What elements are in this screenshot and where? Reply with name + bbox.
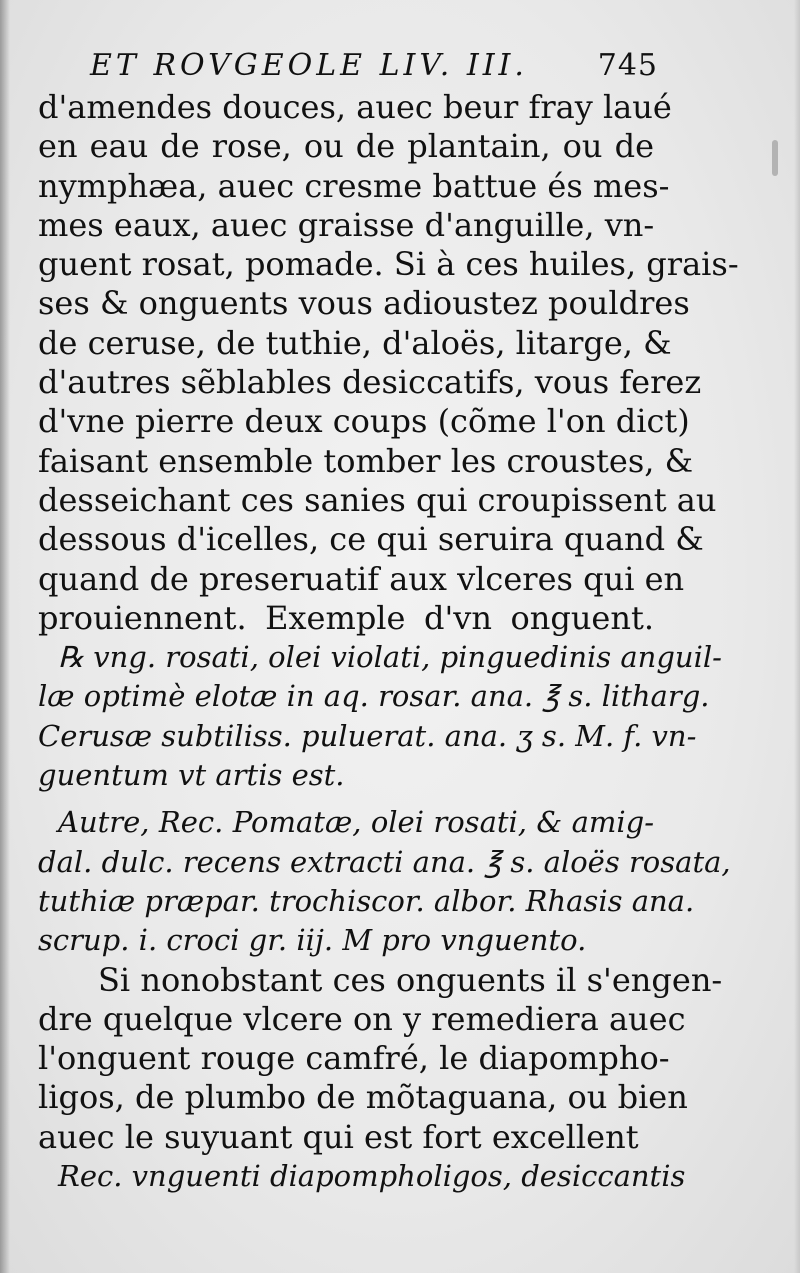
text-line: dessous d'icelles, ce qui seruira quand & <box>38 520 704 559</box>
text-line: d'vne pierre deux coups (cõme l'on dict) <box>38 402 690 441</box>
text-line: faisant ensemble tomber les croustes, & <box>38 441 694 480</box>
recipe-line: scrup. i. croci gr. iij. M pro vnguento. <box>38 923 587 958</box>
text-line: l'onguent rouge camfré, le diapompho- <box>38 1039 670 1078</box>
recipe-line: Rec. vnguenti diapompholigos, desiccantis <box>58 1159 686 1194</box>
text-line: dre quelque vlcere on y remediera auec <box>38 999 686 1038</box>
recipe-line: guentum vt artis est. <box>38 758 345 793</box>
paragraph-gap <box>38 795 654 803</box>
text-line: guent rosat, pomade. Si à ces huiles, grais- <box>38 245 739 284</box>
page-number: 745 <box>597 48 658 83</box>
recipe-line: tuthiæ præpar. trochiscor. albor. Rhasis ana. <box>38 883 695 918</box>
page-edge-shadow <box>0 0 10 1273</box>
text-line: desseichant ces sanies qui croupissent au <box>38 480 717 519</box>
text-line: auec le suyuant qui est fort excellent <box>38 1117 639 1156</box>
recipe-line: dal. dulc. recens extracti ana. ℥ s. aloës rosata, <box>38 844 731 879</box>
text-line: Si nonobstant ces onguents il s'engen- <box>98 960 723 999</box>
text-line: quand de preseruatif aux vlceres qui en <box>38 559 685 598</box>
page-header <box>90 44 658 92</box>
page-edge-right <box>794 0 800 1273</box>
text-line: d'amendes douces, auec beur fray laué <box>38 88 672 126</box>
recipe-line: Cerusæ subtiliss. puluerat. ana. ʒ s. M. f. vn- <box>38 718 697 753</box>
recipe-line: læ optimè elotæ in aq. rosar. ana. ℥ s. litharg. <box>38 679 710 714</box>
ink-blot <box>772 140 778 176</box>
recipe-line: ℞ vng. rosati, olei violati, pinguedinis anguil- <box>58 640 722 675</box>
running-head: ET ROVGEOLE LIV. III. <box>90 48 528 83</box>
body-text <box>38 88 739 1196</box>
text-line: ses & onguents vous adioustez pouldres <box>38 284 690 323</box>
recipe-line: Autre, Rec. Pomatæ, olei rosati, & amig- <box>58 805 654 840</box>
text-line: mes eaux, auec graisse d'anguille, vn- <box>38 205 655 244</box>
text-line: prouiennent. Exemple d'vn onguent. <box>38 598 654 637</box>
text-line: d'autres sẽblables desiccatifs, vous ferez <box>38 363 702 402</box>
text-line: nymphæa, auec cresme battue és mes- <box>38 166 670 205</box>
text-line: de ceruse, de tuthie, d'aloës, litarge, & <box>38 323 672 362</box>
text-line: ligos, de plumbo de mõtaguana, ou bien <box>38 1078 688 1117</box>
text-line: en eau de rose, ou de plantain, ou de <box>38 127 654 166</box>
